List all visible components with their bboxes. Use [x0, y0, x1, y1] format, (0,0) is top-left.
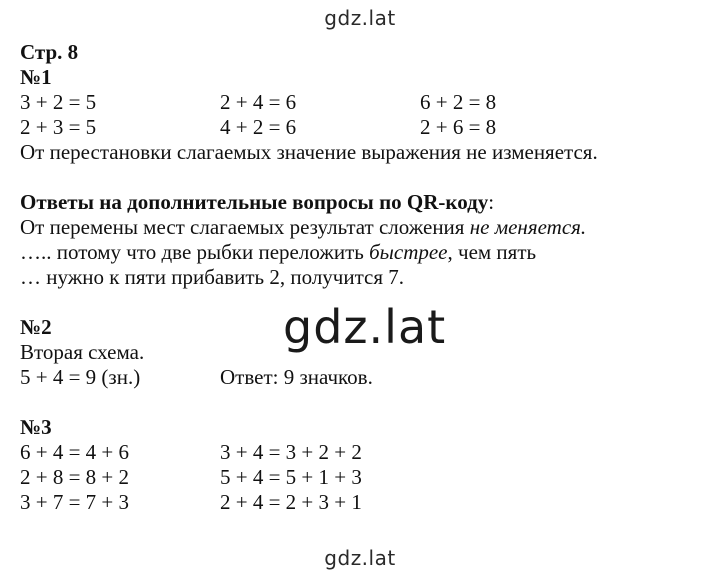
task1-equation: 2 + 3 = 5: [20, 115, 97, 139]
task2-number: №2: [20, 315, 52, 339]
task1-equation: 4 + 2 = 6: [220, 115, 297, 139]
spacer: [20, 165, 620, 190]
task3-row: [20, 490, 620, 515]
qr-answer-text: ….. потому что две рыбки переложить: [20, 240, 370, 264]
qr-answer-line: … нужно к пяти прибавить 2, получится 7.: [20, 265, 405, 289]
qr-answer-emphasis: не меняется.: [469, 215, 587, 239]
watermark-bottom: gdz.lat: [324, 546, 396, 570]
solution-document: [20, 40, 620, 515]
task3-equation: 3 + 4 = 3 + 2 + 2: [220, 440, 362, 464]
task3-row: [20, 465, 620, 490]
task2-scheme: Вторая схема.: [20, 340, 145, 364]
qr-heading-text: Ответы на дополнительные вопросы по QR-коду: [20, 190, 489, 214]
task2-solution-row: [20, 365, 620, 390]
qr-answer-line: [20, 215, 620, 240]
task3-equation: 6 + 4 = 4 + 6: [20, 440, 130, 464]
task3-equation: 2 + 8 = 8 + 2: [20, 465, 130, 489]
qr-answer-line: [20, 240, 620, 265]
task3-equation: 2 + 4 = 2 + 3 + 1: [220, 490, 362, 514]
task1-equation: 3 + 2 = 5: [20, 90, 97, 114]
task1-number: №1: [20, 65, 52, 89]
qr-heading-colon: :: [488, 190, 495, 214]
spacer: [20, 390, 620, 415]
qr-answer-text: , чем пять: [447, 240, 537, 264]
task3-equation: 5 + 4 = 5 + 1 + 3: [220, 465, 362, 489]
task1-equation: 6 + 2 = 8: [420, 90, 497, 114]
qr-answer-text: От перемены мест слагаемых результат сложения: [20, 215, 470, 239]
watermark-middle: gdz.lat: [283, 300, 447, 354]
task3-equation: 3 + 7 = 7 + 3: [20, 490, 130, 514]
task1-conclusion: От перестановки слагаемых значение выражения не изменяется.: [20, 140, 598, 164]
watermark-top: gdz.lat: [324, 6, 396, 30]
task1-row: [20, 90, 620, 115]
task3-row: [20, 440, 620, 465]
task3-number: №3: [20, 415, 52, 439]
page-heading: Стр. 8: [20, 40, 79, 64]
qr-section-heading: [20, 190, 620, 215]
task1-equation: 2 + 6 = 8: [420, 115, 497, 139]
task2-answer: Ответ: 9 значков.: [220, 365, 373, 389]
task2-expression: 5 + 4 = 9 (зн.): [20, 365, 141, 389]
task1-equation: 2 + 4 = 6: [220, 90, 297, 114]
qr-answer-emphasis: быстрее: [369, 240, 448, 264]
task1-row: [20, 115, 620, 140]
